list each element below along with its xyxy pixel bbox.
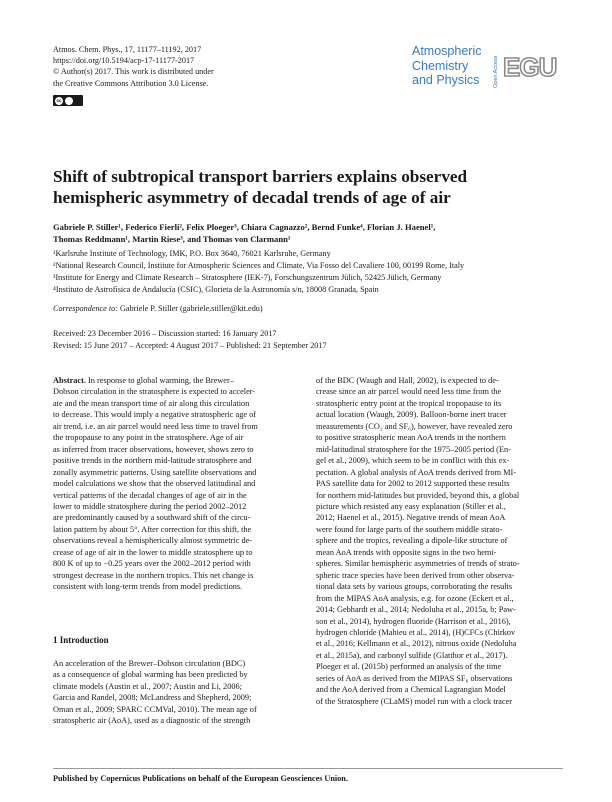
section-heading-introduction: 1 Introduction — [53, 635, 109, 645]
abstract-line: strongest decrease in the northern tropics. This net change is — [53, 570, 254, 580]
abstract-line: positive trends in the northern mid-latitude stratosphere and — [53, 456, 252, 466]
correspondence-label: Correspondence to: — [53, 304, 118, 313]
abstract-line: as inferred from tracer observations, however, shows zero to — [53, 444, 254, 454]
paper-title — [53, 166, 563, 208]
body-line: from the MIPAS AoA analysis, e.g. for ozone (Eckert et al., — [316, 593, 514, 603]
body-line: et al., 2016; Kellmann et al., 2012), nitrous oxide (Nedoluha — [316, 639, 517, 649]
body-line: Ploeger et al. (2015b) performed an analysis of the time — [316, 662, 502, 672]
abstract-line: ate and the mean transport time of air along this circulation — [53, 398, 250, 408]
correspondence — [53, 304, 263, 313]
footer-divider — [53, 768, 563, 769]
abstract-line: vertical patterns of the decadal changes of age of air in the — [53, 490, 247, 500]
body-line: 2014; Gebhardt et al., 2014; Nedoluha et al., 2015a, b; Paw- — [316, 605, 516, 615]
publication-dates — [53, 328, 327, 352]
title-line: Shift of subtropical transport barriers explains observed — [53, 167, 468, 186]
abstract-line: observations reveal a hemispherically almost symmetric de- — [53, 536, 253, 546]
body-line: series of AoA as derived from the MIPAS SF₆ observations — [316, 673, 513, 683]
right-column-text — [316, 375, 560, 707]
author-line: Thomas Reddmann¹, Martin Riese³, and Thomas von Clarmann¹ — [53, 234, 291, 244]
abstract-first-line — [53, 375, 297, 386]
affiliation-item: ¹Karlsruhe Institute of Technology, IMK, P.O. Box 3640, 76021 Karlsruhe, Germany — [53, 249, 331, 258]
introduction-text — [53, 658, 297, 727]
doi-link[interactable]: https://doi.org/10.5194/acp-17-11177-2017 — [53, 56, 195, 66]
body-line: 2012; Haenel et al., 2015). Negative trends of mean AoA — [316, 513, 506, 523]
body-line: pectation. A global analysis of AoA trends derived from MI- — [316, 467, 517, 477]
license-line[interactable]: the Creative Commons Attribution 3.0 License. — [53, 78, 209, 88]
body-line: PAS satellite data for 2002 to 2012 supported these results — [316, 479, 510, 489]
body-line: spheric trace species have been derived from other observa- — [316, 570, 515, 580]
body-line: were found for large parts of the southern middle strato- — [316, 524, 503, 534]
correspondence-contact[interactable]: Gabriele P. Stiller (gabriele.stiller@kit.edu) — [120, 304, 263, 313]
intro-line: stratospheric air (AoA), used as a diagnostic of the strength — [53, 716, 251, 726]
open-access-text: Open Access — [493, 55, 499, 88]
date-line: Revised: 15 June 2017 – Accepted: 4 August 2017 – Published: 21 September 2017 — [53, 341, 327, 350]
intro-line: climate models (Austin et al., 2007; Austin and Li, 2006; — [53, 681, 242, 691]
egu-logo-text: EGU — [503, 52, 557, 82]
body-line: gel et al., 2009), which seem to be in conflict with this ex- — [316, 456, 510, 466]
body-line: mean AoA trends with opposite signs in the two hemi- — [316, 547, 497, 557]
author-line: Gabriele P. Stiller¹, Federico Fierli², Felix Ploeger³, Chiara Cagnazzo², Bernd Funke⁴, Florian J. Haenel¹, — [53, 222, 436, 232]
journal-name-line3: and Physics — [412, 73, 480, 87]
abstract-line: to decrease. This would imply a negative stratospheric age of — [53, 410, 257, 420]
affiliation-item: ²National Research Council, Institute for Atmospheric Sciences and Climate, Via Fosso del Cavaliere 100, 00199 Rome, Italy — [53, 261, 465, 270]
body-line: and the AoA derived from a Chemical Lagrangian Model — [316, 685, 506, 695]
citation-block — [53, 44, 313, 89]
abstract-line: Dobson circulation in the stratosphere is expected to acceler- — [53, 387, 256, 397]
abstract-line: consistent with long-term trends from model predictions. — [53, 582, 243, 592]
journal-name-line2: Chemistry — [412, 58, 469, 73]
egu-logo — [501, 48, 561, 84]
body-line: measurements (CO₂ and SF₆), however, have revealed zero — [316, 421, 513, 431]
body-line: of the Stratosphere (CLaMS) model run with a clock tracer — [316, 696, 513, 706]
body-line: crease since an air parcel would need less time from the — [316, 387, 502, 397]
abstract-line: model calculations we show that the observed latitudinal and — [53, 479, 256, 489]
copyright-line: © Author(s) 2017. This work is distributed under — [53, 67, 214, 77]
body-line: stratospheric entry point at the tropical tropopause to its — [316, 398, 502, 408]
abstract-line: crease of age of air in the lower to middle stratosphere up to — [53, 547, 253, 557]
abstract-text: In response to global warming, the Brewer– — [88, 376, 234, 385]
abstract-line: 800 K of up to −0.25 years over the 2002–2012 period with — [53, 559, 251, 569]
abstract-line: air trend, i.e. an air parcel would need less time to travel from — [53, 421, 258, 431]
body-line: to positive stratospheric mean AoA trends in the northern — [316, 433, 506, 443]
abstract-line: the tropopause to any point in the stratosphere. Age of air — [53, 433, 244, 443]
abstract-line: lower to middle stratosphere during the period 2002–2012 — [53, 501, 247, 511]
affiliation-list — [53, 248, 563, 296]
journal-name-line1: Atmospheric — [412, 44, 482, 58]
body-line: spheres. Similar hemispheric asymmetries of trends of strato- — [316, 559, 520, 569]
open-access-label — [490, 42, 500, 90]
affiliation-item: ³Institute for Energy and Climate Research – Stratosphere (IEK-7), Forschungszentrum Jülich, 52425 Jülich, Germany — [53, 273, 442, 282]
abstract-line: lation pattern by about 5°. After correction for this shift, the — [53, 524, 252, 534]
body-line: et al., 2015a), and carbonyl sulfide (Glatthor et al., 2017). — [316, 650, 508, 660]
body-line: sphere and the tropics, revealing a dipole-like structure of — [316, 536, 508, 546]
cc-license-badge[interactable] — [53, 95, 83, 106]
intro-line: An acceleration of the Brewer–Dobson circulation (BDC) — [53, 659, 246, 668]
body-line: for northern mid-latitudes but provided, beyond this, a global — [316, 490, 520, 500]
title-line: hemispheric asymmetry of decadal trends of age of air — [53, 188, 451, 207]
date-line: Received: 23 December 2016 – Discussion started: 16 January 2017 — [53, 329, 277, 338]
body-line: hydrogen chloride (Mahieu et al., 2014), (H)CFCs (Chirkov — [316, 627, 516, 637]
by-icon — [65, 97, 73, 105]
intro-line: Oman et al., 2009; SPARC CCMVal, 2010). The mean age of — [53, 704, 257, 714]
citation-line: Atmos. Chem. Phys., 17, 11177–11192, 2017 — [53, 45, 202, 54]
body-line: tional data sets by various groups, corroborating the results — [316, 582, 513, 592]
affiliation-item: ⁴Instituto de Astrofísica de Andalucía (CSIC), Glorieta de la Astronomía s/n, 18008 Granada, Spain — [53, 285, 379, 294]
abstract-line: are predominantly caused by a southward shift of the circu- — [53, 513, 251, 523]
cc-icon: cc — [56, 98, 62, 103]
abstract — [53, 375, 297, 593]
intro-line: as a consequence of global warming has been predicted by — [53, 670, 248, 680]
body-line: mid-latitudinal stratosphere for the 1975–2005 period (En- — [316, 444, 511, 454]
body-line: son et al., 2014), hydrogen fluoride (Harrison et al., 2016), — [316, 616, 511, 626]
intro-line: Garcia and Randel, 2008; McLandress and Shepherd, 2009; — [53, 693, 252, 703]
body-line: actual location (Waugh, 2009). Balloon-borne inert tracer — [316, 410, 507, 420]
journal-name — [412, 44, 492, 88]
publisher-footer: Published by Copernicus Publications on behalf of the European Geosciences Union. — [53, 774, 348, 783]
body-line: of the BDC (Waugh and Hall, 2002), is expected to de- — [316, 376, 499, 385]
abstract-label: Abstract. — [53, 376, 86, 385]
author-list — [53, 221, 563, 245]
abstract-line: zonally asymmetric patterns. Using satellite observations and — [53, 467, 257, 477]
body-line: picture which resisted any easy explanation (Stiller et al., — [316, 501, 506, 511]
